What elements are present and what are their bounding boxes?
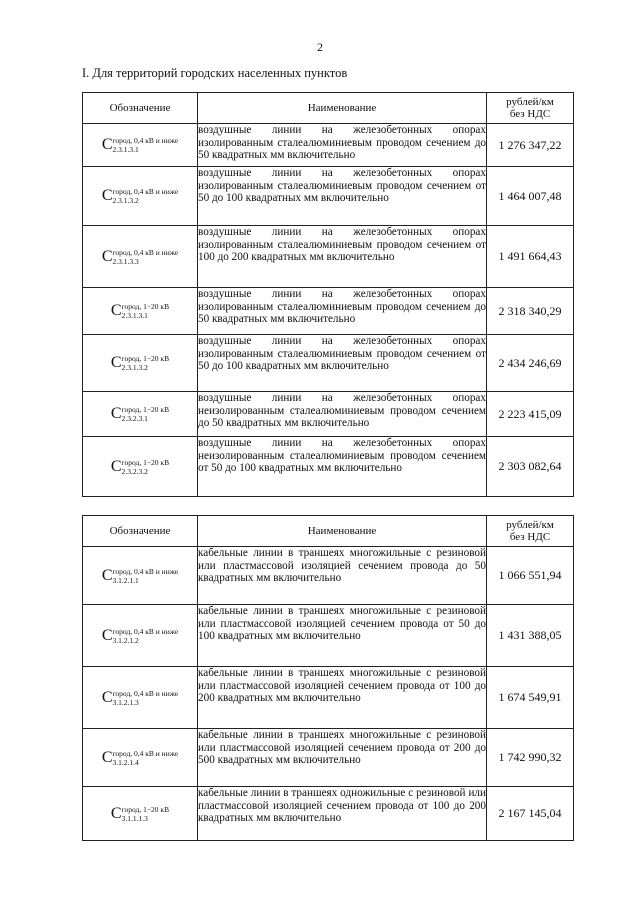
price-cell: 1 464 007,48 [487, 167, 574, 226]
name-cell: кабельные линии в траншеях многожильные с резиновой или пластмассовой изоляцией сечением провода от 200 до 500 квадратных мм включительно [198, 729, 487, 787]
symbol-subscript: 2.3.1.3.1 [121, 311, 148, 321]
symbol-letter: C [110, 804, 122, 822]
header-price [487, 516, 574, 547]
designation-symbol [102, 689, 178, 707]
name-cell: кабельные линии в траншеях многожильные с резиновой или пластмассовой изоляцией сечением провода от 50 до 100 квадратных мм включительно [198, 605, 487, 667]
table-row [83, 667, 574, 729]
designation-cell [83, 605, 198, 667]
symbol-superscript: город, 0,4 кВ и ниже [112, 566, 179, 576]
symbol-subscript: 2.3.1.3.1 [112, 145, 139, 155]
symbol-subscript: 3.1.2.1.1 [112, 575, 139, 585]
symbol-superscript: город, 0,4 кВ и ниже [112, 626, 179, 636]
designation-symbol [102, 627, 178, 645]
table-header-row [83, 516, 574, 547]
name-cell: воздушные линии на железобетонных опорах изолированным сталеалюминиевым проводом сечением от 50 до 100 квадратных мм включительно [198, 335, 487, 392]
table-row [83, 335, 574, 392]
name-cell: воздушные линии на железобетонных опорах изолированным сталеалюминиевым проводом сечением от 50 до 100 квадратных мм включительно [198, 167, 487, 226]
designation-cell [83, 124, 198, 167]
symbol-subscript: 3.1.2.1.4 [112, 757, 139, 767]
name-cell: воздушные линии на железобетонных опорах неизолированным сталеалюминиевым проводом сечением до 50 квадратных мм включительно [198, 392, 487, 437]
designation-cell [83, 547, 198, 605]
designation-symbol [102, 248, 178, 266]
table-header-row [83, 93, 574, 124]
table-row [83, 226, 574, 288]
table-row [83, 437, 574, 497]
price-cell: 2 434 246,69 [487, 335, 574, 392]
symbol-subscript: 2.3.2.3.2 [121, 466, 148, 476]
table-body [83, 547, 574, 841]
symbol-letter: C [110, 302, 122, 320]
header-designation: Обозначение [83, 93, 198, 124]
symbol-letter: C [110, 354, 122, 372]
page-number: 2 [317, 40, 323, 54]
table-row [83, 547, 574, 605]
designation-cell [83, 667, 198, 729]
price-cell: 1 066 551,94 [487, 547, 574, 605]
designation-symbol [111, 458, 169, 476]
name-cell: воздушные линии на железобетонных опорах изолированным сталеалюминиевым проводом сечением до 50 квадратных мм включительно [198, 124, 487, 167]
designation-symbol [111, 805, 169, 823]
tariff-table-overhead-lines [82, 92, 574, 497]
symbol-letter: C [101, 626, 113, 644]
header-name: Наименование [198, 516, 487, 547]
tariff-table-cable-lines [82, 515, 574, 841]
symbol-letter: C [110, 405, 122, 423]
table-row [83, 167, 574, 226]
table-row [83, 288, 574, 335]
header-designation: Обозначение [83, 516, 198, 547]
designation-cell [83, 167, 198, 226]
symbol-letter: C [110, 457, 122, 475]
price-cell: 1 491 664,43 [487, 226, 574, 288]
price-cell: 1 674 549,91 [487, 667, 574, 729]
price-cell: 1 742 990,32 [487, 729, 574, 787]
designation-cell [83, 335, 198, 392]
designation-cell [83, 392, 198, 437]
price-cell: 2 223 415,09 [487, 392, 574, 437]
table-row [83, 392, 574, 437]
symbol-superscript: город, 1−20 кВ [121, 804, 170, 814]
designation-cell [83, 437, 198, 497]
name-cell: воздушные линии на железобетонных опорах изолированным сталеалюминиевым проводом сечением до 50 квадратных мм включительно [198, 288, 487, 335]
table-row [83, 605, 574, 667]
name-cell: кабельные линии в траншеях одножильные с резиновой или пластмассовой изоляцией сечением провода от 100 до 200 квадратных мм включительно [198, 787, 487, 841]
table-body [83, 124, 574, 497]
symbol-superscript: город, 1−20 кВ [121, 354, 170, 364]
designation-symbol [111, 354, 169, 372]
header-price-vat: без НДС [509, 531, 551, 543]
header-price [487, 93, 574, 124]
symbol-superscript: город, 1−20 кВ [121, 457, 170, 467]
header-price-vat: без НДС [509, 108, 551, 120]
designation-cell [83, 787, 198, 841]
designation-cell [83, 226, 198, 288]
table-row [83, 124, 574, 167]
name-cell: воздушные линии на железобетонных опорах неизолированным сталеалюминиевым проводом сечением от 50 до 100 квадратных мм включительно [198, 437, 487, 497]
price-cell: 2 318 340,29 [487, 288, 574, 335]
symbol-subscript: 3.1.2.1.2 [112, 635, 139, 645]
price-cell: 1 431 388,05 [487, 605, 574, 667]
symbol-letter: C [101, 566, 113, 584]
price-cell: 1 276 347,22 [487, 124, 574, 167]
symbol-superscript: город, 0,4 кВ и ниже [112, 688, 179, 698]
designation-symbol [111, 302, 169, 320]
symbol-superscript: город, 0,4 кВ и ниже [112, 187, 179, 197]
designation-cell [83, 288, 198, 335]
symbol-superscript: город, 1−20 кВ [121, 302, 170, 312]
name-cell: воздушные линии на железобетонных опорах изолированным сталеалюминиевым проводом сечением от 100 до 200 квадратных мм включительно [198, 226, 487, 288]
symbol-letter: C [101, 187, 113, 205]
symbol-subscript: 2.3.1.3.2 [112, 196, 139, 206]
symbol-subscript: 3.1.1.1.3 [121, 813, 148, 823]
designation-symbol [102, 567, 178, 585]
designation-symbol [102, 136, 178, 154]
header-price-unit: рублей/км [506, 96, 554, 108]
price-cell: 2 167 145,04 [487, 787, 574, 841]
symbol-letter: C [101, 748, 113, 766]
name-cell: кабельные линии в траншеях многожильные с резиновой или пластмассовой изоляцией сечением провода до 50 квадратных мм включительно [198, 547, 487, 605]
designation-cell [83, 729, 198, 787]
designation-symbol [102, 749, 178, 767]
designation-symbol [111, 405, 169, 423]
symbol-subscript: 3.1.2.1.3 [112, 697, 139, 707]
symbol-superscript: город, 0,4 кВ и ниже [112, 748, 179, 758]
designation-symbol [102, 187, 178, 205]
section-title: I. Для территорий городских населенных пунктов [82, 66, 348, 80]
table-row [83, 787, 574, 841]
symbol-superscript: город, 0,4 кВ и ниже [112, 136, 179, 146]
table-row [83, 729, 574, 787]
symbol-letter: C [101, 247, 113, 265]
name-cell: кабельные линии в траншеях многожильные с резиновой или пластмассовой изоляцией сечением провода от 100 до 200 квадратных мм включительно [198, 667, 487, 729]
symbol-superscript: город, 1−20 кВ [121, 405, 170, 415]
symbol-letter: C [101, 688, 113, 706]
symbol-letter: C [101, 136, 113, 154]
symbol-subscript: 2.3.1.3.2 [121, 363, 148, 373]
symbol-subscript: 2.3.1.3.3 [112, 256, 139, 266]
symbol-subscript: 2.3.2.3.1 [121, 414, 148, 424]
price-cell: 2 303 082,64 [487, 437, 574, 497]
header-name: Наименование [198, 93, 487, 124]
header-price-unit: рублей/км [506, 519, 554, 531]
symbol-superscript: город, 0,4 кВ и ниже [112, 247, 179, 257]
